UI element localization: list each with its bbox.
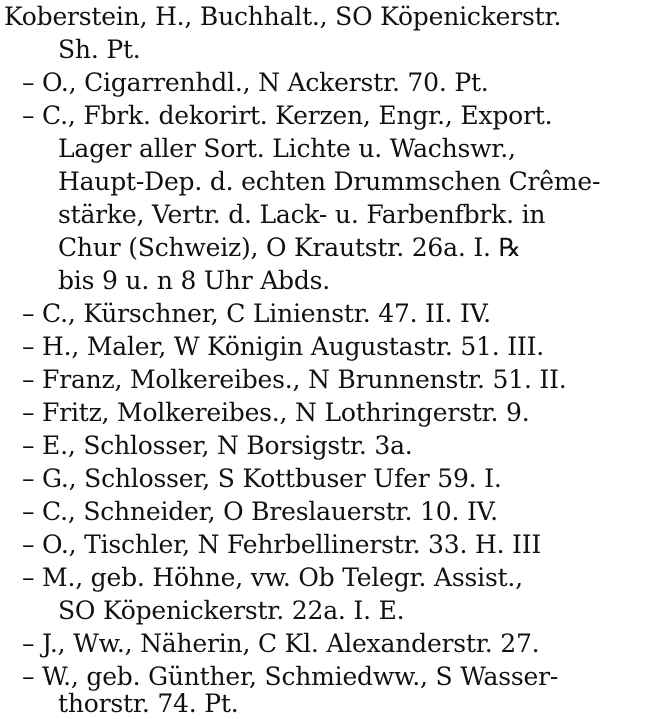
entry-line: – W., geb. Günther, Schmiedww., S Wasser- (22, 662, 559, 691)
entry-line: Lager aller Sort. Lichte u. Wachswr., (58, 134, 516, 163)
entry-line: SO Köpenickerstr. 22a. I. E. (58, 596, 405, 625)
entry-line: – G., Schlosser, S Kottbuser Ufer 59. I. (22, 464, 502, 493)
entry-line: – O., Cigarrenhdl., N Ackerstr. 70. Pt. (22, 68, 489, 97)
entry-line: Sh. Pt. (58, 35, 141, 64)
entry-line: – Fritz, Molkereibes., N Lothringerstr. 9. (22, 398, 530, 427)
entry-line: – C., Schneider, O Breslauerstr. 10. IV. (22, 497, 498, 526)
entry-line: stärke, Vertr. d. Lack- u. Farbenfbrk. in (58, 200, 546, 229)
entry-line: thorstr. 74. Pt. (58, 689, 239, 718)
entry-line: – J., Ww., Näherin, C Kl. Alexanderstr. 27. (22, 629, 540, 658)
entry-line: Koberstein, H., Buchhalt., SO Köpenickerstr. (4, 2, 562, 31)
entry-line: bis 9 u. n 8 Uhr Abds. (58, 266, 331, 295)
entry-line: Haupt-Dep. d. echten Drummschen Crême- (58, 167, 601, 196)
entry-line: – Franz, Molkereibes., N Brunnenstr. 51. II. (22, 365, 567, 394)
entry-line: – M., geb. Höhne, vw. Ob Telegr. Assist., (22, 563, 523, 592)
entry-line: – H., Maler, W Königin Augustastr. 51. III. (22, 332, 545, 361)
entry-line: – C., Kürschner, C Linienstr. 47. II. IV. (22, 299, 491, 328)
entry-line: – E., Schlosser, N Borsigstr. 3a. (22, 431, 413, 460)
entry-line: – O., Tischler, N Fehrbellinerstr. 33. H. III (22, 530, 542, 559)
entry-line: – C., Fbrk. dekorirt. Kerzen, Engr., Export. (22, 101, 553, 130)
entry-line: Chur (Schweiz), O Krautstr. 26a. I. ℞ (58, 233, 521, 262)
